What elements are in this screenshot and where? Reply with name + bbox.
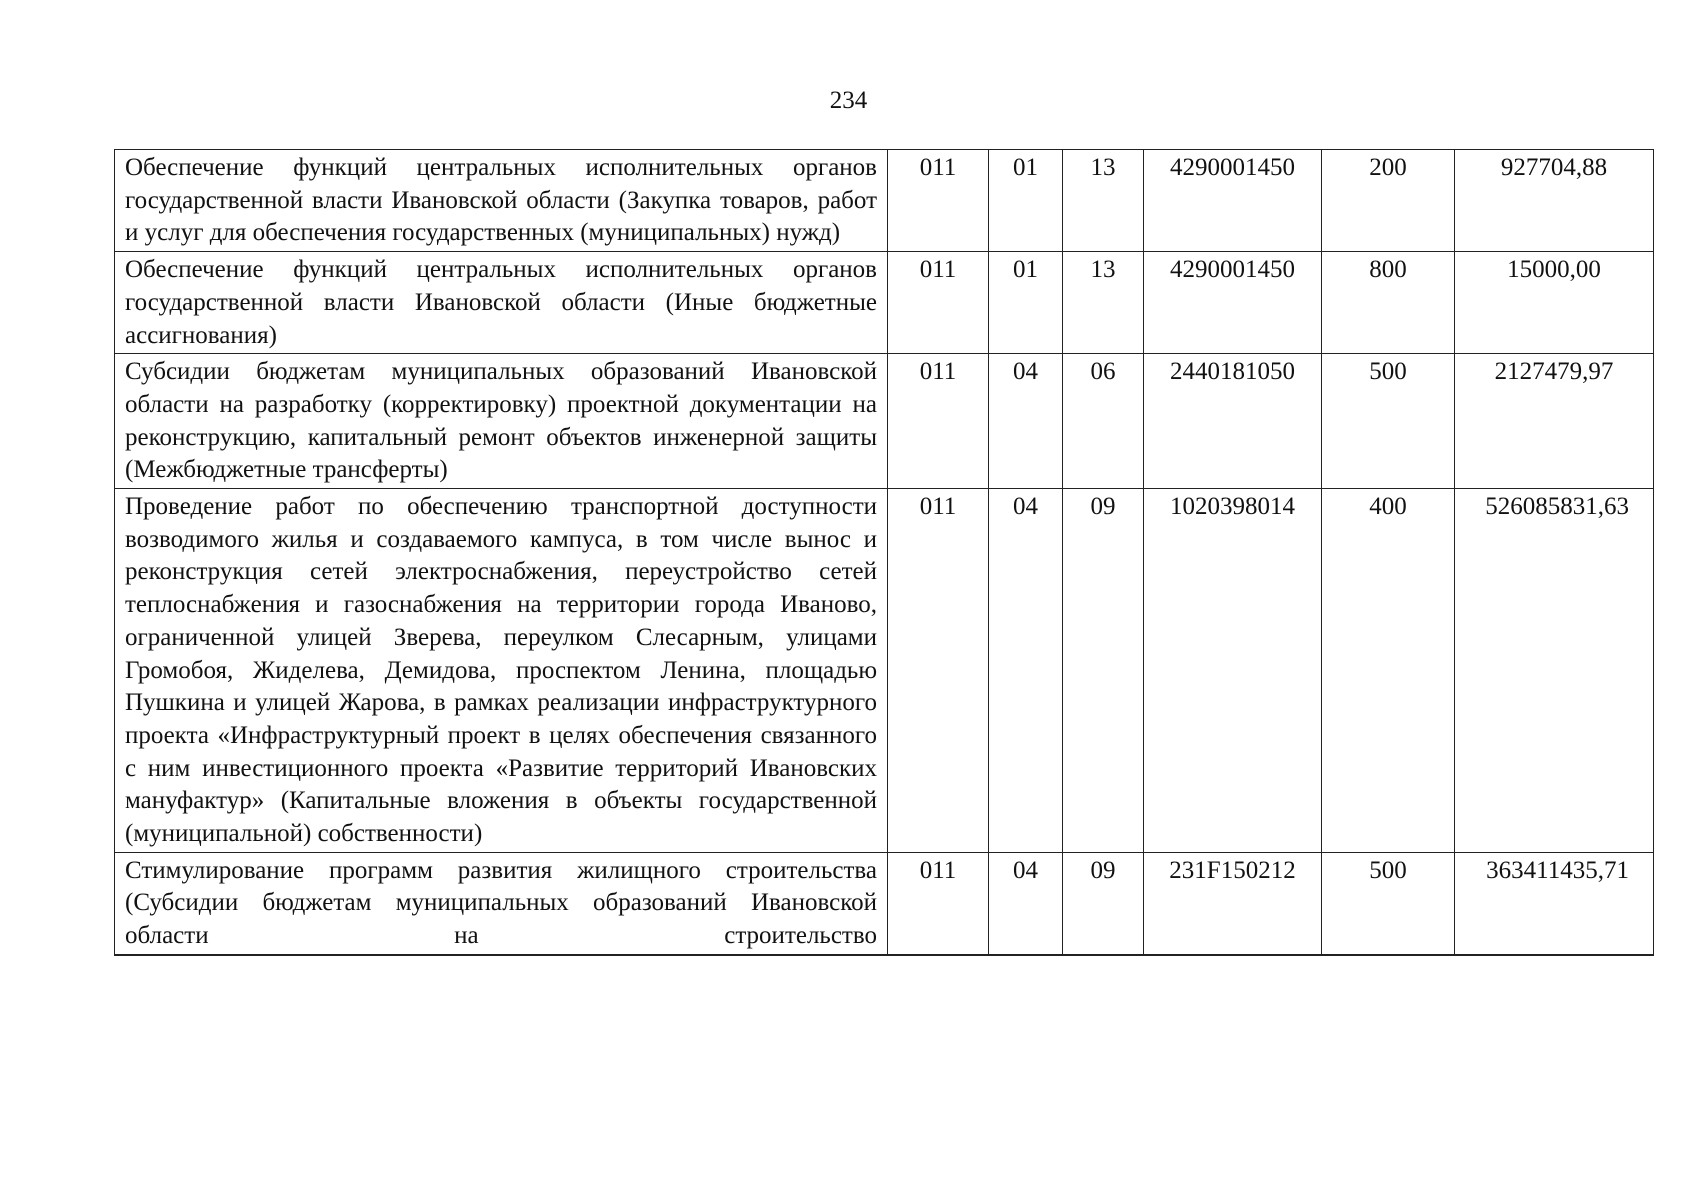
target-article-code: 1020398014 (1144, 489, 1322, 853)
ministry-code: 011 (888, 252, 989, 354)
expense-type-code: 500 (1322, 852, 1455, 955)
table-row (115, 354, 1654, 489)
subsection-code: 09 (1063, 852, 1144, 955)
row-description: Субсидии бюджетам муниципальных образований Ивановской области на разработку (корректировку) проектной документации на реконструкцию, капитальный ремонт объектов инженерной защиты (Межбюджетные трансферты) (115, 354, 888, 489)
expense-type-code: 500 (1322, 354, 1455, 489)
table-row (115, 489, 1654, 853)
target-article-code: 4290001450 (1144, 150, 1322, 252)
table-row (115, 150, 1654, 252)
target-article-code: 2440181050 (1144, 354, 1322, 489)
section-code: 04 (989, 852, 1063, 955)
row-description: Проведение работ по обеспечению транспортной доступности возводимого жилья и создаваемого кампуса, в том числе вынос и реконструкция сетей электроснабжения, переустройство сетей теплоснабжения и газоснабжения на территории города Иваново, ограниченной улицей Зверева, переулком Слесарным, улицами Громобоя, Жиделева, Демидова, проспектом Ленина, площадью Пушкина и улицей Жарова, в рамках реализации инфраструктурного проекта «Инфраструктурный проект в целях обеспечения связанного с ним инвестиционного проекта «Развитие территорий Ивановских мануфактур» (Капитальные вложения в объекты государственной (муниципальной) собственности) (115, 489, 888, 853)
page-number: 234 (829, 87, 868, 114)
section-code: 04 (989, 354, 1063, 489)
table-row (115, 252, 1654, 354)
table-row (115, 852, 1654, 955)
subsection-code: 09 (1063, 489, 1144, 853)
section-code: 01 (989, 150, 1063, 252)
subsection-code: 13 (1063, 252, 1144, 354)
target-article-code: 231F150212 (1144, 852, 1322, 955)
subsection-code: 06 (1063, 354, 1144, 489)
amount-value: 927704,88 (1455, 150, 1654, 252)
row-description: Обеспечение функций центральных исполнительных органов государственной власти Ивановской области (Иные бюджетные ассигнования) (115, 252, 888, 354)
ministry-code: 011 (888, 852, 989, 955)
amount-value: 526085831,63 (1455, 489, 1654, 853)
row-description: Обеспечение функций центральных исполнительных органов государственной власти Ивановской области (Закупка товаров, работ и услуг для обеспечения государственных (муниципальных) нужд) (115, 150, 888, 252)
subsection-code: 13 (1063, 150, 1144, 252)
amount-value: 363411435,71 (1455, 852, 1654, 955)
row-description-text: Стимулирование программ развития жилищного строительства (Субсидии бюджетам муниципальных образований Ивановской области на строительство (125, 856, 877, 950)
section-code: 01 (989, 252, 1063, 354)
ministry-code: 011 (888, 354, 989, 489)
section-code: 04 (989, 489, 1063, 853)
ministry-code: 011 (888, 489, 989, 853)
amount-value: 2127479,97 (1455, 354, 1654, 489)
row-description (115, 852, 888, 955)
budget-table (114, 149, 1654, 956)
ministry-code: 011 (888, 150, 989, 252)
expense-type-code: 400 (1322, 489, 1455, 853)
expense-type-code: 800 (1322, 252, 1455, 354)
expense-type-code: 200 (1322, 150, 1455, 252)
target-article-code: 4290001450 (1144, 252, 1322, 354)
amount-value: 15000,00 (1455, 252, 1654, 354)
